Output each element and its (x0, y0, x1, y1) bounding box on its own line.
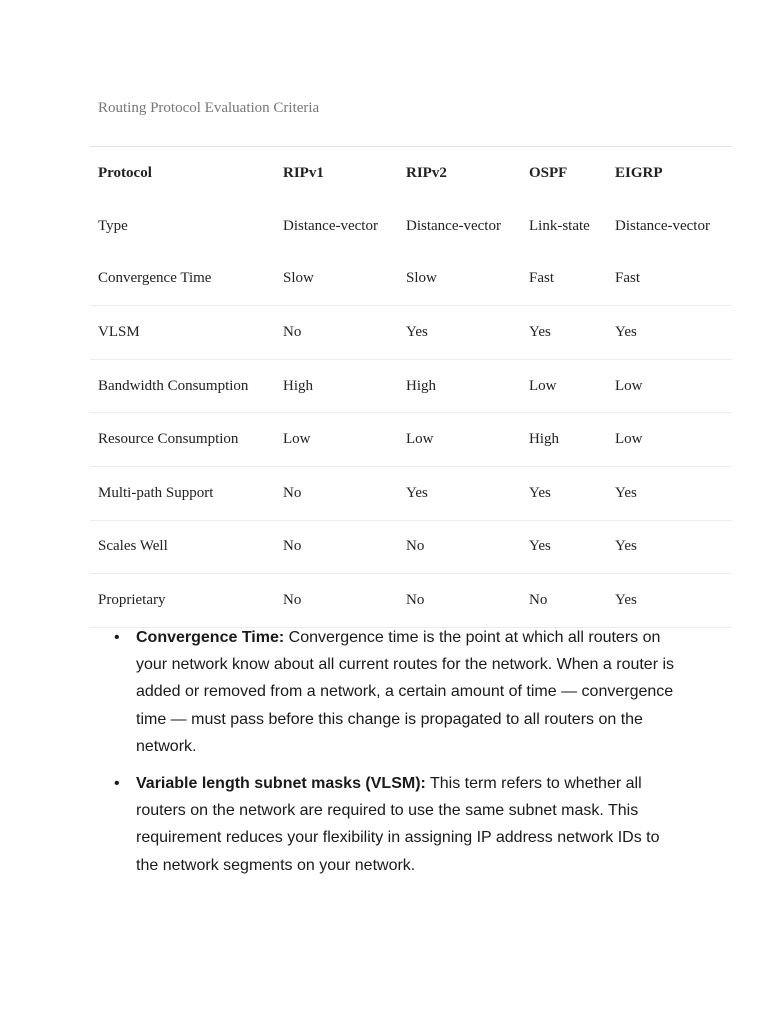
header-cell: Protocol (98, 165, 152, 181)
table-cell: Low (529, 377, 557, 394)
table-cell: Yes (615, 323, 637, 340)
table-cell: High (529, 431, 559, 448)
row-label: VLSM (98, 323, 140, 340)
table-row (90, 360, 732, 414)
table-row (90, 306, 732, 360)
table-cell: Slow (406, 270, 437, 287)
table-cell: Link-state (529, 217, 590, 234)
header-cell: RIPv1 (283, 165, 324, 181)
bullet-icon: • (114, 775, 120, 793)
header-cell: OSPF (529, 165, 568, 181)
protocol-table (90, 146, 732, 628)
row-label: Scales Well (98, 538, 168, 555)
table-cell: No (283, 323, 302, 340)
table-cell: Low (406, 431, 434, 448)
table-cell: Fast (529, 270, 555, 287)
definition-term: Convergence Time: (136, 629, 285, 646)
table-cell: Distance-vector (406, 217, 501, 234)
table-cell: Yes (529, 484, 551, 501)
table-cell: Yes (615, 591, 637, 608)
table-caption: Routing Protocol Evaluation Criteria (98, 100, 320, 116)
table-cell: Distance-vector (615, 217, 710, 234)
row-label: Multi-path Support (98, 484, 214, 501)
table-row (90, 200, 732, 253)
table-cell: Slow (283, 270, 314, 287)
table-row (90, 521, 732, 575)
table-row (90, 574, 732, 628)
row-label: Resource Consumption (98, 431, 239, 448)
table-cell: Yes (406, 484, 428, 501)
table-cell: Distance-vector (283, 217, 378, 234)
definition-term: Variable length subnet masks (VLSM): (136, 775, 426, 793)
row-label: Proprietary (98, 591, 166, 608)
table-cell: Low (615, 431, 643, 448)
table-cell: High (283, 377, 313, 394)
table-header-row (90, 147, 732, 200)
table-cell: No (283, 538, 302, 555)
table-cell: No (283, 484, 302, 501)
definition-text: This term refers to whether all routers on the network are required to use the same subnet mask. This requirement reduces your flexibility in assigning IP address network IDs to the network segments on your network. (136, 775, 660, 874)
table-cell: No (406, 538, 425, 555)
table-cell: High (406, 377, 436, 394)
definition-item (114, 624, 684, 760)
row-label: Convergence Time (98, 270, 212, 287)
header-cell: EIGRP (615, 165, 663, 181)
definition-item (114, 770, 684, 879)
row-label: Type (98, 217, 128, 234)
row-label: Bandwidth Consumption (98, 377, 249, 394)
table-cell: Yes (529, 538, 551, 555)
table-cell: Yes (615, 538, 637, 555)
table-cell: Low (283, 431, 311, 448)
definition-list (114, 624, 684, 889)
table-cell: Fast (615, 270, 641, 287)
table-cell: Yes (406, 323, 428, 340)
definition-text: Convergence time is the point at which all routers on your network know about all current routes for the network. When a router is added or removed from a network, a certain amount of time — convergence time — must pass before this change is propagated to all routers on the network. (136, 629, 675, 755)
table-cell: No (406, 591, 425, 608)
table-row (90, 413, 732, 467)
table-cell: No (529, 591, 548, 608)
table-cell: No (283, 591, 302, 608)
table-cell: Yes (529, 323, 551, 340)
table-row (90, 253, 732, 307)
table-cell: Low (615, 377, 643, 394)
bullet-icon: • (114, 629, 120, 646)
header-cell: RIPv2 (406, 165, 447, 181)
table-cell: Yes (615, 484, 637, 501)
table-row (90, 467, 732, 521)
